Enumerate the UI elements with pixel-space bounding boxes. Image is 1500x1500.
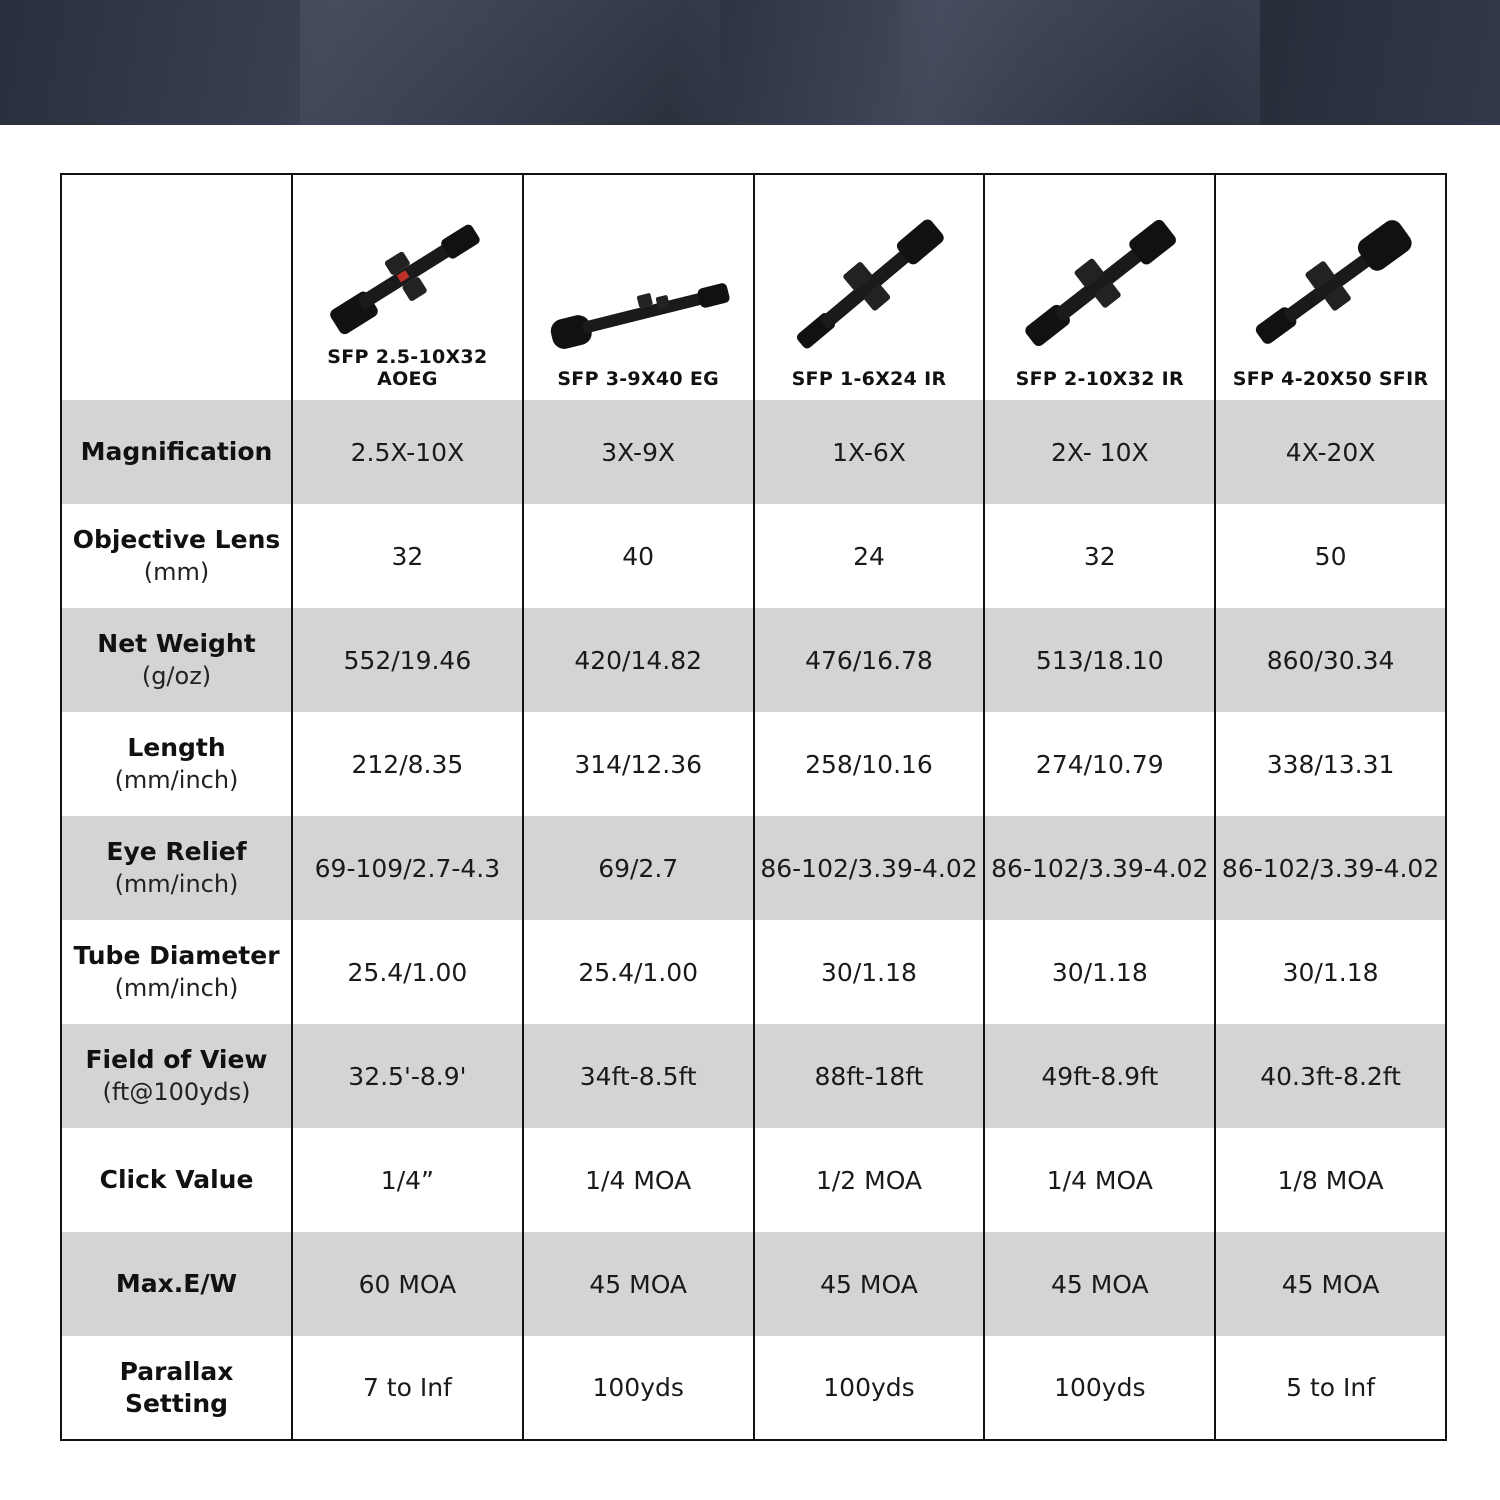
spec-value-cell xyxy=(754,1336,985,1440)
spec-value: 476/16.78 xyxy=(805,645,933,675)
spec-label-cell xyxy=(61,1128,292,1232)
spec-row xyxy=(61,1232,1446,1336)
spec-value-cell xyxy=(984,1024,1215,1128)
spec-value: 32 xyxy=(1083,541,1116,571)
spec-value-cell xyxy=(754,1232,985,1336)
product-name: SFP 4-20X50 SFIR xyxy=(1232,368,1429,390)
spec-value-cell xyxy=(292,712,523,816)
spec-value-cell xyxy=(984,1336,1215,1440)
spec-value: 100yds xyxy=(823,1373,915,1402)
spec-value-cell xyxy=(754,608,985,712)
spec-value-cell xyxy=(984,712,1215,816)
spec-value-cell xyxy=(1215,1336,1446,1440)
banner-facet xyxy=(900,0,1260,125)
spec-value: 25.4/1.00 xyxy=(347,957,468,987)
spec-rows xyxy=(61,400,1446,1440)
spec-label: Click Value xyxy=(99,1165,254,1194)
spec-value-cell xyxy=(523,504,754,608)
spec-label-cell xyxy=(61,504,292,608)
spec-row xyxy=(61,400,1446,504)
spec-value-cell xyxy=(1215,504,1446,608)
header-banner xyxy=(0,0,1500,125)
spec-label: Field of View xyxy=(85,1045,268,1074)
spec-value-cell xyxy=(523,400,754,504)
spec-comparison-table xyxy=(60,173,1447,1441)
spec-value: 513/18.10 xyxy=(1035,645,1164,675)
spec-value-cell xyxy=(1215,1024,1446,1128)
spec-value-cell xyxy=(523,920,754,1024)
spec-value-cell xyxy=(523,1128,754,1232)
spec-row xyxy=(61,816,1446,920)
spec-value-cell xyxy=(984,816,1215,920)
spec-value-cell xyxy=(1215,1128,1446,1232)
spec-value-cell xyxy=(523,712,754,816)
spec-value: 5 to Inf xyxy=(1286,1373,1376,1402)
spec-value: 1X-6X xyxy=(832,437,906,467)
spec-value: 49ft-8.9ft xyxy=(1041,1061,1159,1091)
spec-label: Objective Lens xyxy=(72,525,281,554)
spec-value: 258/10.16 xyxy=(805,749,933,779)
spec-value: 32 xyxy=(391,541,424,571)
spec-label-cell xyxy=(61,1024,292,1128)
spec-label: Eye Relief xyxy=(106,837,247,866)
spec-unit: (ft@100yds) xyxy=(102,1078,251,1106)
spec-value: 86-102/3.39-4.02 xyxy=(1221,853,1440,883)
spec-value: 88ft-18ft xyxy=(814,1061,924,1091)
scope-image-icon xyxy=(312,210,502,340)
product-header-row xyxy=(61,174,1446,400)
spec-value: 1/8 MOA xyxy=(1277,1165,1384,1195)
spec-label-cell xyxy=(61,1232,292,1336)
product-name: SFP 2.5-10X32 AOEG xyxy=(327,346,488,390)
spec-unit: (mm/inch) xyxy=(114,974,239,1002)
spec-value: 2.5X-10X xyxy=(350,437,465,467)
product-header-cell xyxy=(754,174,985,400)
spec-value-cell xyxy=(754,1024,985,1128)
spec-value-cell xyxy=(292,400,523,504)
spec-value-cell xyxy=(1215,712,1446,816)
spec-value-cell xyxy=(292,1024,523,1128)
spec-value: 1/4 MOA xyxy=(1046,1165,1153,1195)
spec-value-cell xyxy=(292,920,523,1024)
spec-value: 100yds xyxy=(1054,1373,1146,1402)
spec-row xyxy=(61,712,1446,816)
spec-row xyxy=(61,1336,1446,1440)
spec-value-cell xyxy=(292,608,523,712)
spec-value: 45 MOA xyxy=(1281,1269,1380,1299)
spec-row xyxy=(61,1128,1446,1232)
spec-value: 34ft-8.5ft xyxy=(579,1061,697,1091)
spec-value-cell xyxy=(1215,608,1446,712)
product-name: SFP 1-6X24 IR xyxy=(791,368,947,390)
spec-value: 552/19.46 xyxy=(343,645,472,675)
product-header-cell xyxy=(1215,174,1446,400)
spec-unit: (g/oz) xyxy=(141,662,212,690)
spec-unit: (mm) xyxy=(143,558,210,586)
spec-value: 45 MOA xyxy=(820,1269,918,1299)
spec-value-cell xyxy=(523,816,754,920)
spec-value: 314/12.36 xyxy=(574,749,703,779)
scope-image-icon xyxy=(1005,202,1195,362)
spec-value-cell xyxy=(1215,400,1446,504)
spec-value-cell xyxy=(984,608,1215,712)
spec-value-cell xyxy=(523,1232,754,1336)
spec-value: 40.3ft-8.2ft xyxy=(1260,1061,1401,1091)
spec-value: 1/4” xyxy=(380,1165,434,1195)
spec-value: 45 MOA xyxy=(1050,1269,1149,1299)
spec-value-cell xyxy=(292,1336,523,1440)
spec-label-cell xyxy=(61,1336,292,1440)
spec-label-cell xyxy=(61,608,292,712)
spec-label-cell xyxy=(61,712,292,816)
spec-value-cell xyxy=(754,816,985,920)
spec-value: 50 xyxy=(1314,541,1347,571)
spec-value: 420/14.82 xyxy=(574,645,703,675)
spec-value-cell xyxy=(984,1232,1215,1336)
spec-value-cell xyxy=(292,504,523,608)
corner-cell xyxy=(61,174,292,400)
spec-unit: (mm/inch) xyxy=(114,870,239,898)
spec-value: 69-109/2.7-4.3 xyxy=(314,853,501,883)
spec-value: 338/13.31 xyxy=(1266,749,1395,779)
spec-value: 1/2 MOA xyxy=(815,1165,923,1195)
spec-value-cell xyxy=(754,920,985,1024)
spec-value: 86-102/3.39-4.02 xyxy=(760,853,978,883)
spec-value-cell xyxy=(1215,920,1446,1024)
spec-value: 30/1.18 xyxy=(1282,957,1379,987)
spec-row xyxy=(61,920,1446,1024)
spec-value-cell xyxy=(984,1128,1215,1232)
spec-value: 1/4 MOA xyxy=(585,1165,692,1195)
spec-value-cell xyxy=(754,1128,985,1232)
spec-value: 45 MOA xyxy=(589,1269,688,1299)
spec-label: Net Weight xyxy=(97,629,256,658)
scope-image-icon xyxy=(774,207,964,362)
scope-image-icon xyxy=(538,232,738,362)
spec-label: Length xyxy=(127,733,226,762)
spec-value-cell xyxy=(1215,816,1446,920)
spec-value: 40 xyxy=(622,541,655,571)
spec-value-cell xyxy=(1215,1232,1446,1336)
spec-value-cell xyxy=(523,1336,754,1440)
spec-value-cell xyxy=(754,504,985,608)
spec-label: Magnification xyxy=(80,437,273,466)
spec-value-cell xyxy=(984,504,1215,608)
spec-label-cell xyxy=(61,400,292,504)
product-header-cell xyxy=(292,174,523,400)
spec-row xyxy=(61,608,1446,712)
spec-row xyxy=(61,1024,1446,1128)
spec-value-cell xyxy=(523,1024,754,1128)
spec-label: Tube Diameter xyxy=(73,941,280,970)
spec-value: 24 xyxy=(853,541,885,571)
spec-value: 60 MOA xyxy=(358,1269,457,1299)
scope-image-icon xyxy=(1236,202,1426,362)
spec-value: 86-102/3.39-4.02 xyxy=(991,853,1209,883)
spec-label: Parallax Setting xyxy=(119,1356,234,1418)
spec-value-cell xyxy=(292,1128,523,1232)
spec-value-cell xyxy=(292,1232,523,1336)
spec-value: 32.5'-8.9' xyxy=(348,1061,467,1091)
spec-label-cell xyxy=(61,816,292,920)
spec-value-cell xyxy=(754,400,985,504)
product-name: SFP 2-10X32 IR xyxy=(1015,368,1184,390)
banner-facet xyxy=(300,0,720,125)
spec-value: 7 to Inf xyxy=(362,1373,452,1402)
spec-value: 2X- 10X xyxy=(1050,437,1149,467)
spec-value: 25.4/1.00 xyxy=(578,957,699,987)
spec-value-cell xyxy=(523,608,754,712)
spec-value: 69/2.7 xyxy=(598,853,679,883)
spec-value: 30/1.18 xyxy=(1051,957,1148,987)
spec-label-cell xyxy=(61,920,292,1024)
product-header-cell xyxy=(984,174,1215,400)
spec-value: 30/1.18 xyxy=(821,957,917,987)
product-header-cell xyxy=(523,174,754,400)
spec-value-cell xyxy=(754,712,985,816)
spec-value: 4X-20X xyxy=(1285,437,1376,467)
spec-value-cell xyxy=(292,816,523,920)
spec-value: 274/10.79 xyxy=(1035,749,1164,779)
spec-value: 860/30.34 xyxy=(1266,645,1395,675)
spec-unit: (mm/inch) xyxy=(114,766,239,794)
spec-value-cell xyxy=(984,400,1215,504)
spec-value: 212/8.35 xyxy=(351,749,464,779)
spec-value: 3X-9X xyxy=(601,437,676,467)
product-name: SFP 3-9X40 EG xyxy=(557,368,720,390)
spec-value: 100yds xyxy=(592,1373,684,1402)
spec-row xyxy=(61,504,1446,608)
spec-label: Max.E/W xyxy=(115,1269,238,1298)
spec-value-cell xyxy=(984,920,1215,1024)
